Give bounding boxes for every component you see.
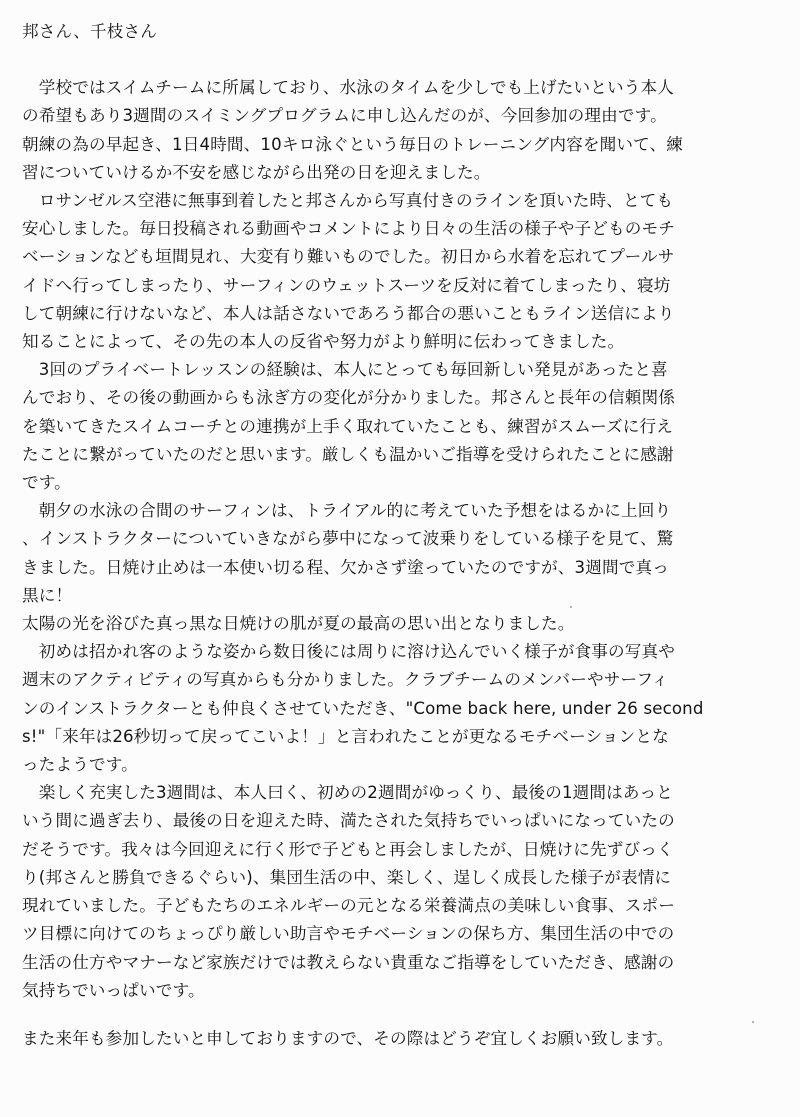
letter-line: いう間に過ぎ去り、最後の日を迎えた時、満たされた気持ちでいっぱいになっていたの — [22, 811, 675, 831]
letter-line: 初めは招かれ客のような姿から数日後には周りに溶け込んでいく様子が食事の写真や — [22, 642, 676, 662]
letter-line: ベーションなども垣間見れ、大変有り難いものでした。初日から水着を忘れてプールサ — [22, 247, 675, 267]
letter-line: ツ目標に向けてのちょっぴり厳しい助言やモチベーションの保ち方、集団生活の中での — [22, 924, 675, 944]
letter-line: ロサンゼルス空港に無事到着したと邦さんから写真付きのラインを頂いた時、とても — [22, 191, 674, 211]
letter-line: 楽しく充実した3週間は、本人曰く、初めの2週間がゆっくり、最後の1週間はあっと — [22, 783, 673, 803]
letter-line: 知ることによって、その先の本人の反省や努力がより鮮明に伝わってきました。 — [22, 332, 625, 352]
letter-line: 気持ちでいっぱいです。 — [22, 980, 205, 1000]
letter-line: たことに繋がっていたのだと思います。厳しくも温かいご指導を受けられたことに感謝 — [22, 444, 674, 464]
letter-line: s!"「来年は26秒切って戻ってこいよ！」と言われたことが更なるモチベーションとな — [22, 726, 669, 746]
letter-line: だそうです。我々は今回迎えに行く形で子どもと再会しましたが、日焼けに先ずびっく — [22, 839, 674, 859]
letter-line: 週末のアクティビティの写真からも分かりました。クラブチームのメンバーやサーフィ — [22, 670, 669, 690]
letter-line: きました。日焼け止めは一本使い切る程、欠かさず塗っていたのですが、3週間で真っ — [22, 557, 669, 577]
letter-line: 、インストラクターについていきながら夢中になって波乗りをしている様子を見て、驚 — [22, 529, 674, 549]
letter-line: んでおり、その後の動画からも泳ぎ方の変化が分かりました。邦さんと長年の信頼関係 — [22, 388, 676, 408]
letter-line: 習についていけるか不安を感じながら出発の日を迎えました。 — [22, 162, 491, 182]
letter-body — [22, 18, 782, 1053]
scan-speck — [570, 606, 572, 608]
letter-line: して朝練に行けないなど、本人は話さないであろう都合の悪いこともライン送信により — [22, 303, 675, 323]
letter-line: ったようです。 — [22, 755, 138, 775]
letter-line: 朝練の為の早起き、1日4時間、10キロ泳ぐという毎日のトレーニング内容を聞いて、練 — [22, 134, 684, 154]
scan-speck — [752, 1021, 754, 1023]
letter-line: イドへ行ってしまったり、サーフィンのウェットスーツを反対に着てしまったり、寝坊 — [22, 275, 671, 295]
letter-line: 現れていました。子どもたちのエネルギーの元となる栄養満点の美味しい食事、スポー — [22, 896, 676, 916]
letter-line: 黒に！ — [22, 585, 73, 605]
letter-salutation: 邦さん、千枝さん — [22, 22, 157, 41]
letter-paragraphs — [22, 74, 782, 1005]
letter-line: 生活の仕方やマナーなど家族だけでは教えらない貴重なご指導をしていただき、感謝の — [22, 952, 675, 972]
letter-line: を築いてきたスイムコーチとの連携が上手く取れていたことも、練習がスムーズに行え — [22, 416, 674, 436]
letter-line: 3回のプライベートレッスンの経験は、本人にとっても毎回新しい発見があったと喜 — [22, 360, 668, 380]
letter-line: 学校ではスイムチームに所属しており、水泳のタイムを少しでも上げたいという本人 — [22, 78, 675, 98]
letter-line: 太陽の光を浴びた真っ黒な日焼けの肌が夏の最高の思い出となりました。 — [22, 614, 575, 634]
letter-line: 朝夕の水泳の合間のサーフィンは、トライアル的に考えていた予想をはるかに上回り — [22, 501, 672, 521]
letter-closing: また来年も参加したいと申しておりますので、その際はどうぞ宜しくお願い致します。 — [22, 1028, 674, 1048]
letter-line: 安心しました。毎日投稿される動画やコメントにより日々の生活の様子や子どものモチ — [22, 219, 676, 239]
letter-line: ンのインストラクターとも仲良くさせていただき、"Come back here, under 26 second — [22, 698, 704, 718]
letter-line: です。 — [22, 473, 71, 493]
letter-line: の希望もあり3週間のスイミングプログラムに申し込んだのが、今回参加の理由です。 — [22, 106, 667, 126]
letter-line: り(邦さんと勝負できるぐらい)、集団生活の中、楽しく、逞しく成長した様子が表情に — [22, 867, 672, 887]
